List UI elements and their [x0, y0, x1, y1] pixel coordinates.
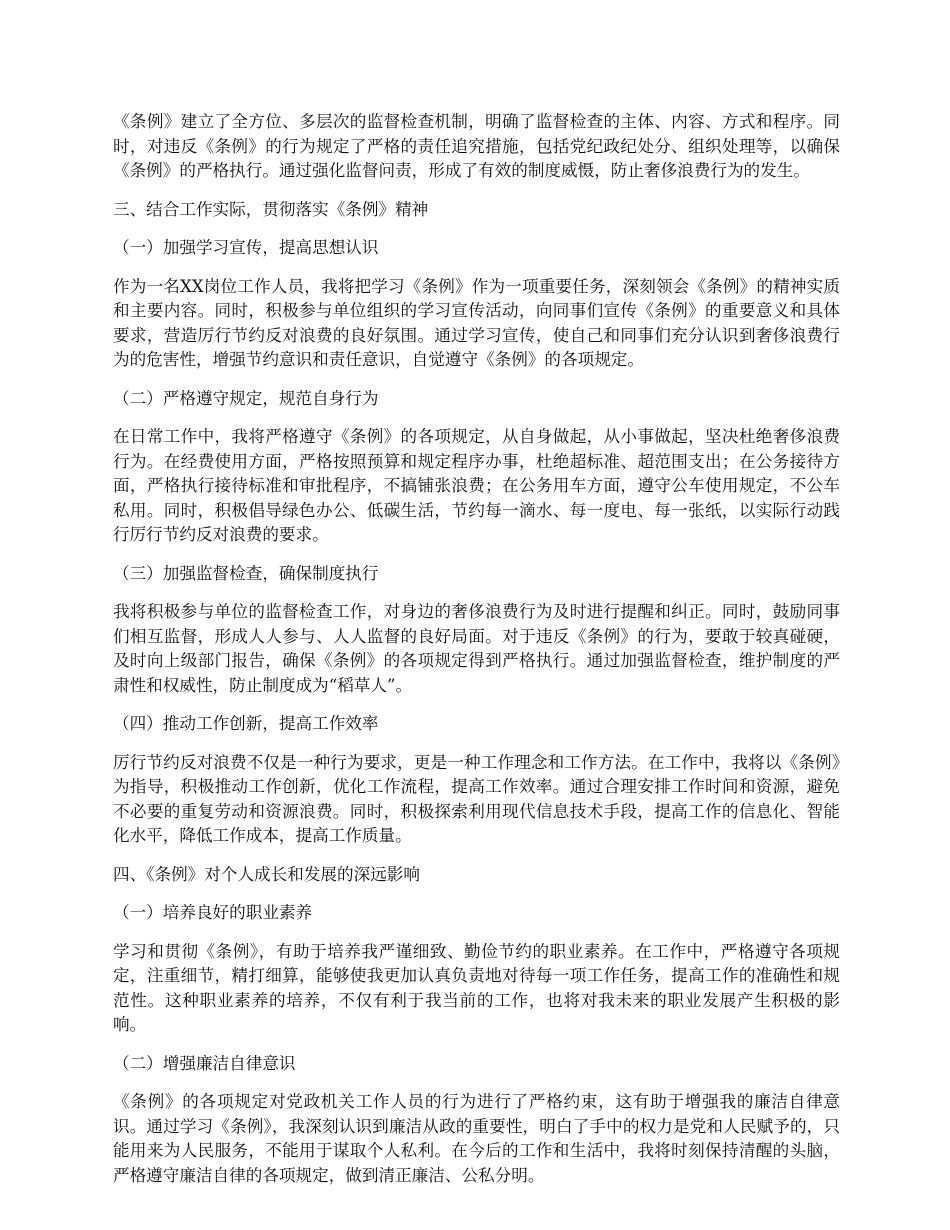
subsection-heading: （一）培养良好的职业素养	[113, 903, 313, 922]
paragraph: 作为一名XX岗位工作人员，我将把学习《条例》作为一项重要任务，深刻领会《条例》的精神实质和主要内容。同时，积极参与单位组织的学习宣传活动，向同事们宣传《条例》的重要意义和具体要求，营造厉行节约反对浪费的良好氛围。通过学习宣传，使自己和同事们充分认识到奢侈浪费行为的危害性，增强节约意识和责任意识，自觉遵守《条例》的各项规定。	[113, 276, 840, 369]
section-heading: 四、《条例》对个人成长和发展的深远影响	[113, 864, 420, 884]
subsection-heading: （三）加强监督检查，确保制度执行	[113, 563, 379, 583]
section-heading: 三、结合工作实际，贯彻落实《条例》精神	[113, 199, 429, 219]
paragraph: 《条例》建立了全方位、多层次的监督检查机制，明确了监督检查的主体、内容、方式和程序。同时，对违反《条例》的行为规定了严格的责任追究措施，包括党纪政纪处分、组织处理等，以确保《条例》的严格执行。通过强化监督问责，形成了有效的制度威慑，防止奢侈浪费行为的发生。	[113, 112, 840, 180]
paragraph: 在日常工作中，我将严格遵守《条例》的各项规定，从自身做起，从小事做起，坚决杜绝奢侈浪费行为。在经费使用方面，严格按照预算和规定程序办事，杜绝超标准、超范围支出；在公务接待方面，严格执行接待标准和审批程序，不搞铺张浪费；在公务用车方面，遵守公车使用规定，不公车私用。同时，积极倡导绿色办公、低碳生活，节约每一滴水、每一度电、每一张纸，以实际行动践行厉行节约反对浪费的要求。	[113, 427, 840, 544]
subsection-heading: （四）推动工作创新，提高工作效率	[113, 714, 379, 733]
subsection-heading: （一）加强学习宣传，提高思想认识	[113, 238, 379, 257]
subsection-heading: （二）增强廉洁自律意识	[113, 1053, 296, 1073]
subsection-heading: （二）严格遵守规定，规范自身行为	[113, 388, 379, 408]
paragraph: 学习和贯彻《条例》，有助于培养我严谨细致、勤俭节约的职业素养。在工作中，严格遵守各项规定，注重细节，精打细算，能够使我更加认真负责地对待每一项工作任务，提高工作的准确性和规范性。这种职业素养的培养，不仅有利于我当前的工作，也将对我未来的职业发展产生积极的影响。	[113, 941, 840, 1034]
document-body	[113, 110, 840, 1202]
paragraph: 厉行节约反对浪费不仅是一种行为要求，更是一种工作理念和工作方法。在工作中，我将以《条例》为指导，积极推动工作创新，优化工作流程，提高工作效率。通过合理安排工作时间和资源，避免不必要的重复劳动和资源浪费。同时，积极探索利用现代信息技术手段，提高工作的信息化、智能化水平，降低工作成本，提高工作质量。	[113, 752, 840, 845]
paragraph: 《条例》的各项规定对党政机关工作人员的行为进行了严格约束，这有助于增强我的廉洁自律意识。通过学习《条例》，我深刻认识到廉洁从政的重要性，明白了手中的权力是党和人民赋予的，只能用来为人民服务，不能用于谋取个人私利。在今后的工作和生活中，我将时刻保持清醒的头脑，严格遵守廉洁自律的各项规定，做到清正廉洁、公私分明。	[113, 1092, 840, 1185]
paragraph: 我将积极参与单位的监督检查工作，对身边的奢侈浪费行为及时进行提醒和纠正。同时，鼓励同事们相互监督，形成人人参与、人人监督的良好局面。对于违反《条例》的行为，要敢于较真碰硬，及时向上级部门报告，确保《条例》的各项规定得到严格执行。通过加强监督检查，维护制度的严肃性和权威性，防止制度成为“稻草人”。	[113, 602, 840, 695]
